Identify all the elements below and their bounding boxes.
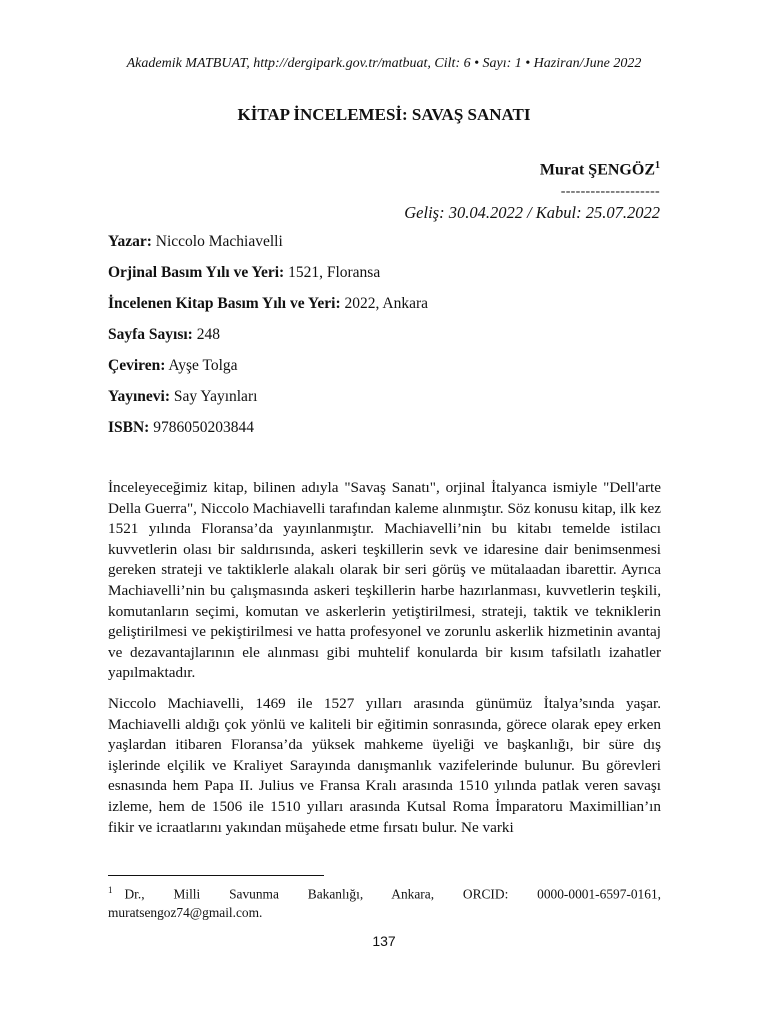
body-paragraph: Niccolo Machiavelli, 1469 ile 1527 yılları arasında günümüz İtalya’sında yaşar. Machiavelli aldığı çok yönlü ve kaliteli bir eğitimin sonrasında, görece olarak epey erken yaşlardan itibaren Floransa’da yüksek mahkeme üyeliği ve başkanlığı, bir süre dış işlerinde elçilik ve Kraliyet Sarayında danışmanlık vazifelerinde bulunur. Bu görevleri esnasında hem Papa II. Julius ve Fransa Kralı arasında 1510 yılında patlak veren savaşı izleme, hem de 1506 ile 1510 yılları arasında Kutsal Roma İmparatoru Maximillian’ın fikir ve icraatlarını yakından müşahede etme fırsatı bulur. Ne varki (108, 694, 661, 836)
author-name-text: Murat ŞENGÖZ (539, 161, 655, 179)
book-info-label: ISBN: (108, 419, 150, 436)
book-info-label: Orjinal Basım Yılı ve Yeri: (108, 264, 285, 281)
footnote-rule (108, 875, 324, 876)
book-info-row (108, 294, 660, 325)
body-paragraph: İnceleyeceğimiz kitap, bilinen adıyla "Savaş Sanatı", orjinal İtalyanca ismiyle "Dell'arte Della Guerra", Niccolo Machiavelli tarafından kaleme alınmıştır. Söz konusu kitap, ilk kez 1521 yılında Floransa’da yayınlanmıştır. Machiavelli’nin bu kitabı temelde istilacı kuvvetlerin olası bir saldırısında, askeri teşkillerin sevk ve idaresine dair benimsenmesi gereken strateji ve taktiklerle alakalı olarak bir seri görüş ve mütalaadan ibarettir. Ayrıca Machiavelli’nin bu çalışmasında askeri teşkillerin harbe hazırlanması, kuvvetlerin teşkili, komutanların seçimi, komutan ve askerlerin yetiştirilmesi, strateji, taktik ve tekniklerin geliştirilmesi ve pekiştirilmesi ve hatta profesyonel ve zorunlu askerlik hizmetinin avantaj ve dezavantajlarının ele alınması gibi muhtelif konularda bir kısım tafsilatlı izahatler yapılmaktadır. (108, 479, 661, 682)
page-number: 137 (372, 933, 396, 949)
book-info-value: 9786050203844 (149, 419, 254, 436)
book-info-value: Niccolo Machiavelli (151, 233, 283, 250)
book-info-value: Ayşe Tolga (165, 357, 238, 374)
book-info-value: 2022, Ankara (340, 295, 429, 312)
journal-header: Akademik MATBUAT, http://dergipark.gov.tr/matbuat, Cilt: 6 • Sayı: 1 • Haziran/June 2022 (126, 56, 642, 71)
book-info-row (108, 325, 660, 356)
book-info-row (108, 356, 660, 387)
received-accepted-dates: Geliş: 30.04.2022 / Kabul: 25.07.2022 (404, 203, 660, 222)
book-info-value: 1521, Floransa (284, 264, 381, 281)
book-info-label: Yazar: (108, 233, 152, 250)
book-info-label: Çeviren: (108, 357, 166, 374)
article-title: KİTAP İNCELEMESİ: SAVAŞ SANATI (237, 105, 531, 124)
book-info-label: İncelenen Kitap Basım Yılı ve Yeri: (108, 295, 341, 312)
book-info-row (108, 263, 660, 294)
book-info-row (108, 387, 660, 418)
author-footnote-mark: 1 (655, 160, 660, 171)
footnote-text: Dr., Milli Savunma Bakanlığı, Ankara, ORCID: 0000-0001-6597-0161, muratsengoz74@gmail.com. (108, 886, 661, 921)
book-info-row (108, 418, 660, 449)
book-info-list (108, 232, 660, 449)
separator-dashes: -------------------- (560, 184, 660, 199)
book-info-label: Yayınevi: (108, 388, 170, 405)
book-info-value: 248 (192, 326, 220, 343)
footnote-mark: 1 (108, 885, 113, 895)
book-info-value: Say Yayınları (170, 388, 258, 405)
book-info-row (108, 232, 660, 263)
author-name (540, 160, 660, 179)
footnote (108, 881, 661, 922)
article-body (108, 478, 661, 848)
book-info-label: Sayfa Sayısı: (108, 326, 193, 343)
